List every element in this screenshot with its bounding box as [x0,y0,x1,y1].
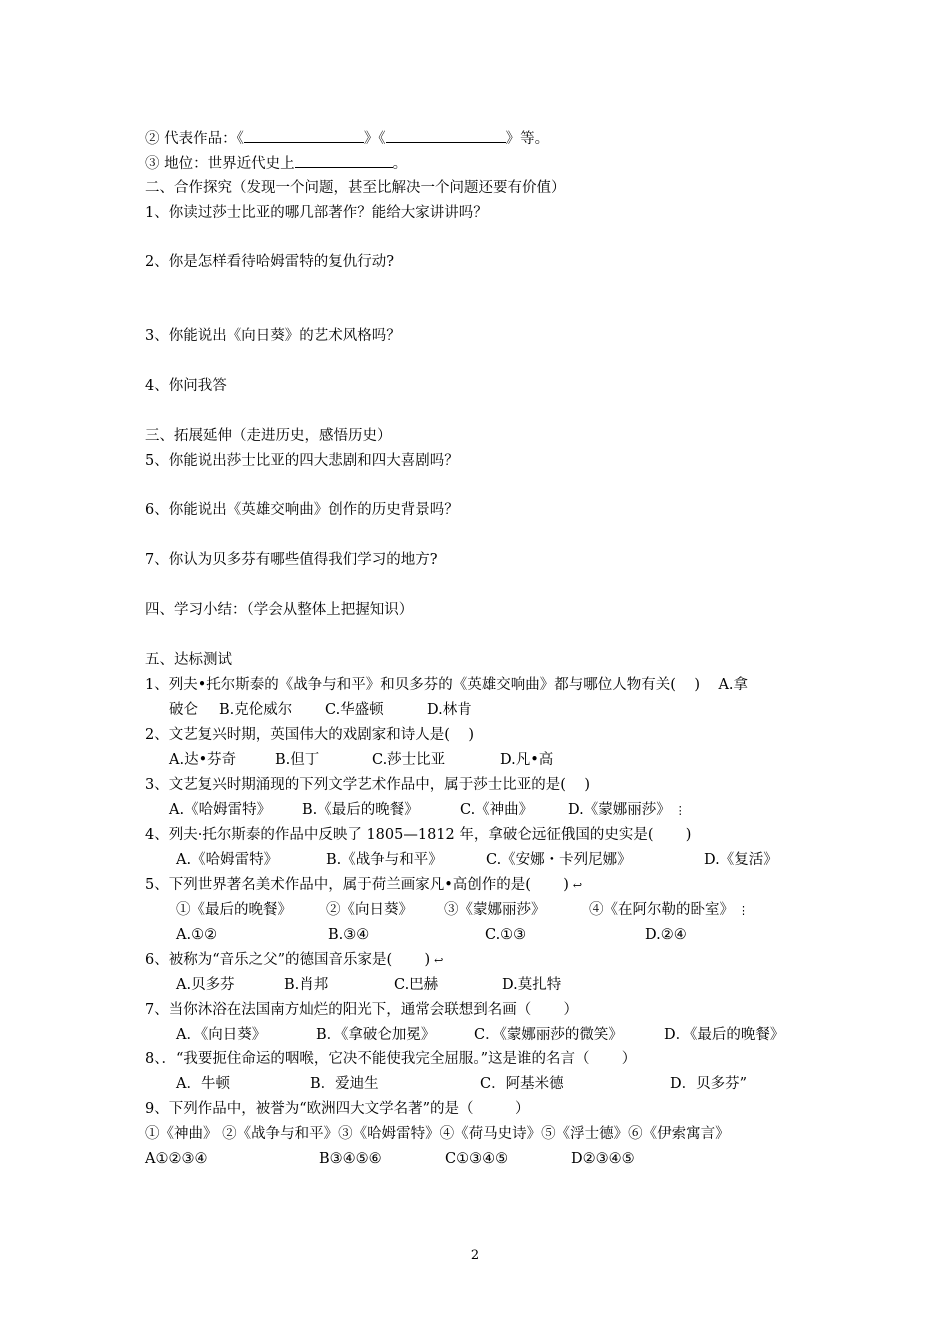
test-1-option-d: D.林肯 [427,702,472,718]
test-4-options [176,850,778,870]
test-5-option-a: A.①② [176,927,218,943]
test-9-option-a: A①②③④ [145,1151,208,1167]
test-9-items: ①《神曲》 ②《战争与和平》③《哈姆雷特》④《荷马史诗》⑤《浮士德》⑥《伊索寓言》 [145,1126,730,1142]
test-2-stem: 2、文艺复兴时期，英国伟大的戏剧家和诗人是( ) [145,727,474,743]
test-2-option-d: D.凡•高 [500,752,554,768]
test-3-options [169,800,686,821]
test-7-option-b: B．《拿破仑加冕》 [316,1027,436,1043]
test-7-option-a: A．《向日葵》 [176,1027,267,1043]
test-1-option-a-cont: 破仑 [169,702,198,718]
works-suffix: 》等。 [505,131,550,147]
test-5-option-b: B.③④ [328,927,370,943]
edit-mark: ⋮ [674,804,686,817]
test-6-option-a: A.贝多芬 [176,977,235,993]
edit-mark: ↩ [434,954,444,967]
question-6: 6、你能说出《英雄交响曲》创作的历史背景吗？ [145,502,459,518]
test-2-options [169,750,553,770]
test-1-stem: 1、列夫•托尔斯泰的《战争与和平》和贝多芬的《英雄交响曲》都与哪位人物有关( ) A.拿 [145,677,749,693]
question-2: 2、你是怎样看待哈姆雷特的复仇行动? [145,254,394,270]
edit-mark: ↩ [572,879,583,892]
test-4-stem: 4、列夫·托尔斯泰的作品中反映了 1805—1812 年，拿破仑远征俄国的史实是( ) [145,827,692,843]
test-6-options [176,975,561,995]
test-9-options [145,1149,635,1169]
test-9-stem: 9、下列作品中，被誉为“欧洲四大文学名著”的是（ ） [145,1101,530,1117]
section-2-heading: 二、合作探究（发现一个问题，甚至比解决一个问题还要有价值） [145,180,566,196]
test-6-stem-text: 6、被称为“音乐之父”的德国音乐家是( ) [145,952,431,968]
test-5-stem-text: 5、下列世界著名美术作品中，属于荷兰画家凡•高创作的是( ) [145,877,569,893]
status-prefix: ③ 地位：世界近代史上 [145,156,295,172]
test-1-options [169,700,472,720]
status-blank [295,153,393,168]
test-4-option-b: B.《战争与和平》 [326,852,443,868]
edit-mark: ⋮ [738,904,749,917]
test-3-option-d: D.《蒙娜丽莎》 [568,802,671,818]
test-2-option-c: C.莎士比亚 [372,752,446,768]
test-5-option-c: C.①③ [485,927,527,943]
test-5-stem [145,875,582,896]
works-prefix: ② 代表作品：《 [145,131,244,147]
works-mid: 》《 [363,131,386,147]
test-6-option-b: B.肖邦 [284,977,329,993]
test-1-option-b: B.克伦威尔 [219,702,293,718]
test-3-option-a: A.《哈姆雷特》 [169,802,272,818]
page-number: 2 [470,1248,480,1263]
test-7-stem: 7、当你沐浴在法国南方灿烂的阳光下，通常会联想到名画（ ） [145,1002,578,1018]
test-8-options [176,1074,747,1094]
test-3-option-c: C.《神曲》 [460,802,534,818]
test-2-option-b: B.但丁 [275,752,320,768]
test-8-option-a: A．牛顿 [176,1076,230,1092]
test-8-stem: 8、．“我要扼住命运的咽喉，它决不能使我完全屈服。”这是谁的名言（ ） [145,1051,637,1067]
status-suffix: 。 [392,156,408,172]
test-5-item-4: ④《在阿尔勒的卧室》 [589,902,734,918]
test-9-option-c: C①③④⑤ [445,1151,509,1167]
test-5-items [176,900,749,921]
status-line [145,153,407,174]
test-9-option-d: D②③④⑤ [571,1151,635,1167]
test-5-item-1: ①《最后的晚餐》 [176,902,292,918]
test-5-option-d: D.②④ [645,927,687,943]
test-1-option-c: C.华盛顿 [325,702,384,718]
test-8-option-d: D．贝多芬” [670,1076,748,1092]
question-5: 5、你能说出莎士比亚的四大悲剧和四大喜剧吗？ [145,453,459,469]
test-4-option-c: C.《安娜・卡列尼娜》 [486,852,632,868]
section-4-heading: 四、学习小结：（学会从整体上把握知识） [145,602,414,618]
test-6-option-c: C.巴赫 [394,977,439,993]
test-9-option-b: B③④⑤⑥ [319,1151,382,1167]
test-4-option-a: A.《哈姆雷特》 [176,852,279,868]
question-1: 1、你读过莎士比亚的哪几部著作？能给大家讲讲吗？ [145,205,488,221]
section-5-heading: 五、达标测试 [145,652,232,668]
test-8-option-c: C．阿基米德 [480,1076,564,1092]
test-4-option-d: D.《复活》 [704,852,778,868]
test-5-item-2: ②《向日葵》 [326,902,413,918]
test-3-option-b: B.《最后的晚餐》 [302,802,419,818]
test-5-options [176,925,687,945]
test-2-option-a: A.达•芬奇 [169,752,237,768]
test-5-item-3: ③《蒙娜丽莎》 [444,902,546,918]
works-blank-1 [244,128,364,143]
test-8-option-b: B．爱迪生 [310,1076,379,1092]
test-7-options [176,1025,784,1045]
question-3: 3、你能说出《向日葵》的艺术风格吗？ [145,328,401,344]
question-7: 7、你认为贝多芬有哪些值得我们学习的地方? [145,552,438,568]
test-6-stem [145,950,443,971]
test-7-option-c: C．《蒙娜丽莎的微笑》 [474,1027,623,1043]
works-line [145,128,549,149]
question-4: 4、你问我答 [145,378,227,394]
test-6-option-d: D.莫扎特 [502,977,562,993]
test-7-option-d: D．《最后的晚餐》 [664,1027,785,1043]
works-blank-2 [386,128,506,143]
test-3-stem: 3、文艺复兴时期涌现的下列文学艺术作品中，属于莎士比亚的是( ) [145,777,590,793]
section-3-heading: 三、拓展延伸（走进历史，感悟历史） [145,428,392,444]
